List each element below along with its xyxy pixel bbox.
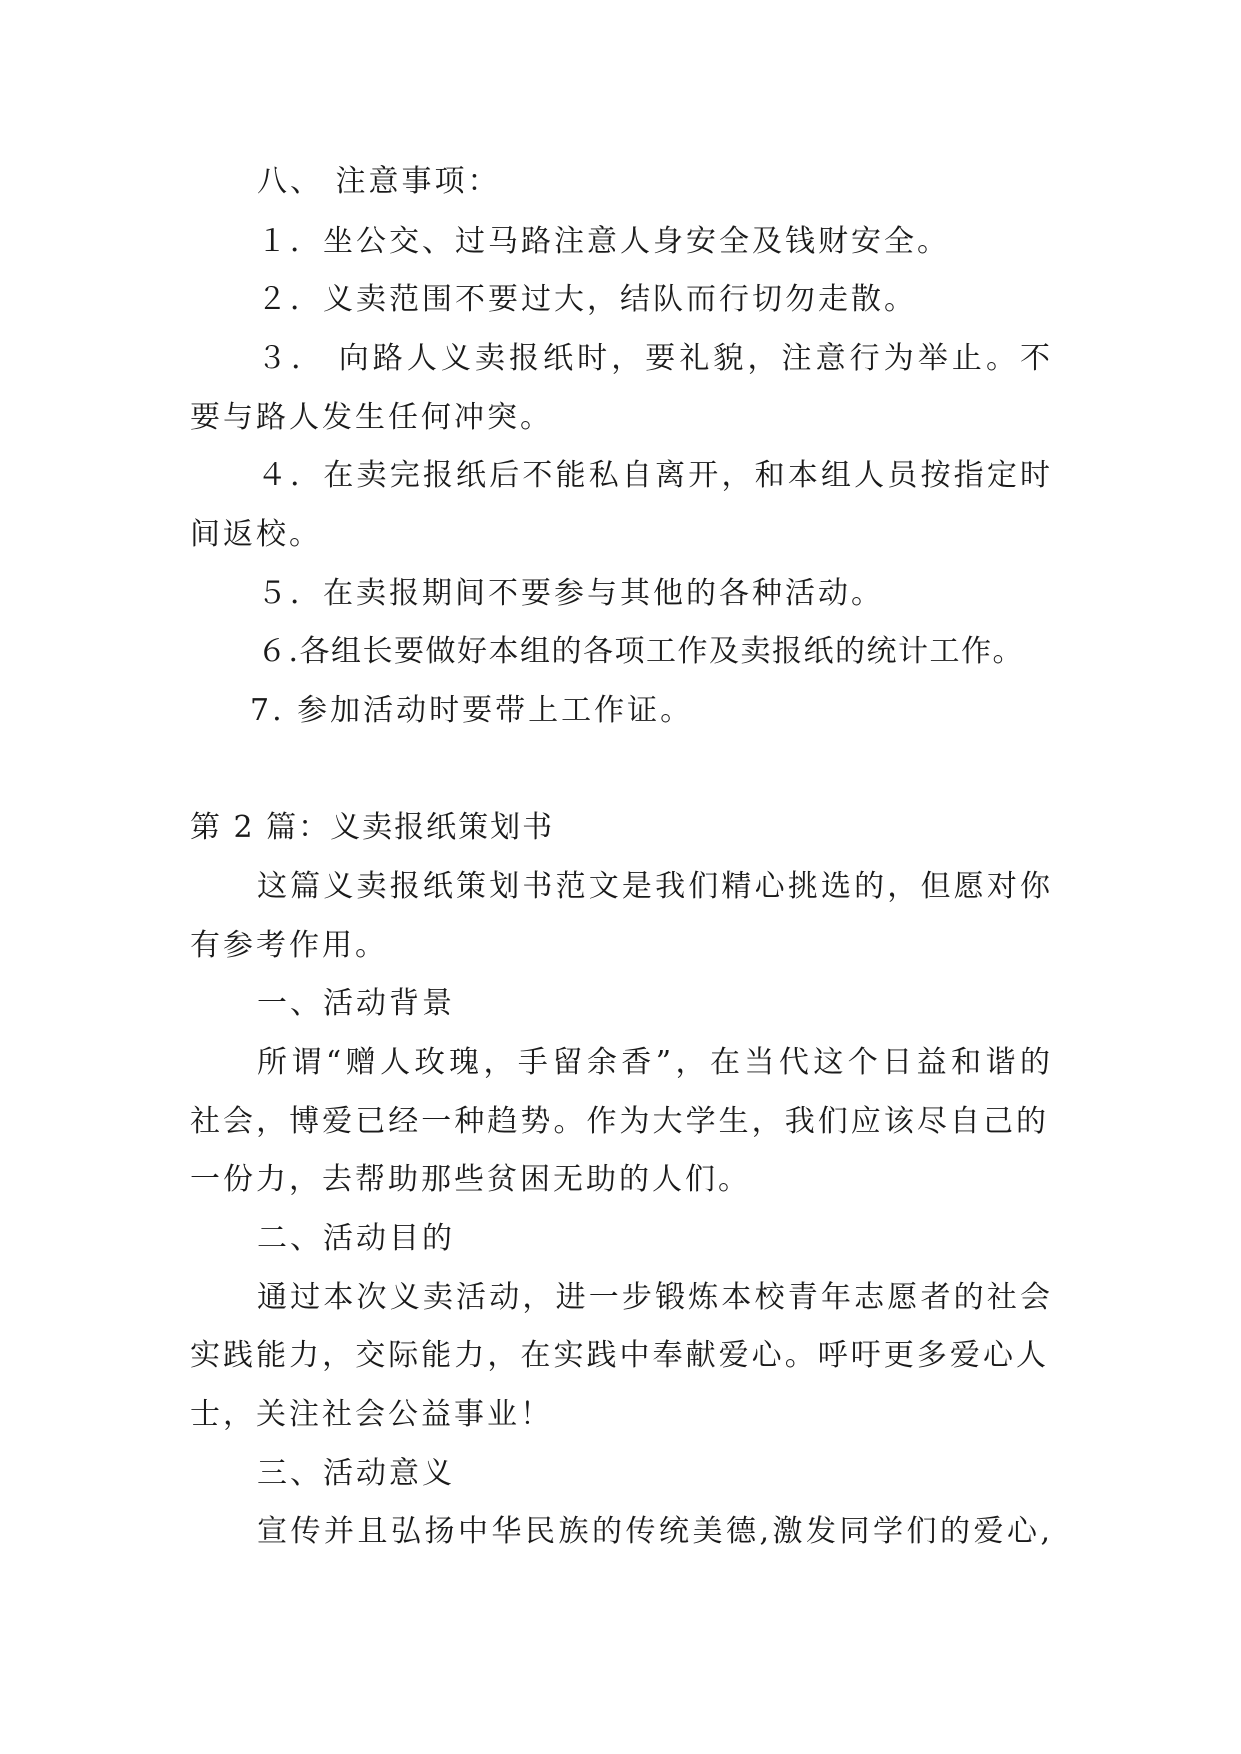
list-item [257, 280, 917, 320]
list-item [257, 339, 1050, 379]
paragraph-line: 所谓“赠人玫瑰，手留余香”，在当代这个日益和谐的 [257, 1045, 1050, 1080]
item-number: 7. [250, 693, 285, 728]
subsection-heading: 三、活动意义 [257, 1456, 455, 1491]
item-number: ５． [257, 576, 323, 611]
paragraph-line: 通过本次义卖活动，进一步锻炼本校青年志愿者的社会 [257, 1280, 1050, 1315]
list-item [257, 222, 950, 262]
paragraph-line: 实践能力，交际能力，在实践中奉献爱心。呼吁更多爱心人 [190, 1338, 1046, 1373]
item-text: 在卖完报纸后不能私自离开，和本组人员按指定时 [323, 458, 1051, 493]
item-text-continuation: 要与路人发生任何冲突。 [190, 400, 553, 435]
paragraph-line: 社会，博爱已经一种趋势。作为大学生，我们应该尽自己的 [190, 1104, 1046, 1139]
paragraph-line: 有参考作用。 [190, 928, 388, 963]
list-item [257, 632, 1024, 672]
item-text: 坐公交、过马路注意人身安全及钱财安全。 [323, 224, 950, 259]
list-item [250, 691, 693, 731]
item-number: ６ [257, 634, 289, 669]
subsection-heading: 一、活动背景 [257, 986, 455, 1021]
item-text: .各组长要做好本组的各项工作及卖报纸的统计工作。 [288, 634, 1025, 669]
item-number: １． [257, 224, 323, 259]
paragraph-line: 士，关注社会公益事业！ [190, 1397, 553, 1432]
item-number: ４． [257, 458, 324, 493]
item-text: 参加活动时要带上工作证。 [284, 693, 694, 728]
item-text: 向路人义卖报纸时，要礼貌，注意行为举止。不 [325, 341, 1051, 376]
item-text: 在卖报期间不要参与其他的各种活动。 [323, 576, 884, 611]
item-text: 义卖范围不要过大，结队而行切勿走散。 [323, 282, 917, 317]
article-title: 第 2 篇：义卖报纸策划书 [190, 810, 555, 845]
item-text-continuation: 间返校。 [190, 517, 322, 552]
item-number: ２． [257, 282, 323, 317]
subsection-heading: 二、活动目的 [257, 1221, 455, 1256]
paragraph-line: 这篇义卖报纸策划书范文是我们精心挑选的，但愿对你 [257, 869, 1050, 904]
section-heading: 八、 注意事项： [257, 164, 501, 199]
item-number: ３． [257, 341, 326, 376]
paragraph-line: 宣传并且弘扬中华民族的传统美德,激发同学们的爱心, [257, 1514, 1050, 1549]
paragraph-line: 一份力，去帮助那些贫困无助的人们。 [190, 1162, 751, 1197]
list-item [257, 574, 884, 614]
list-item [257, 456, 1050, 496]
